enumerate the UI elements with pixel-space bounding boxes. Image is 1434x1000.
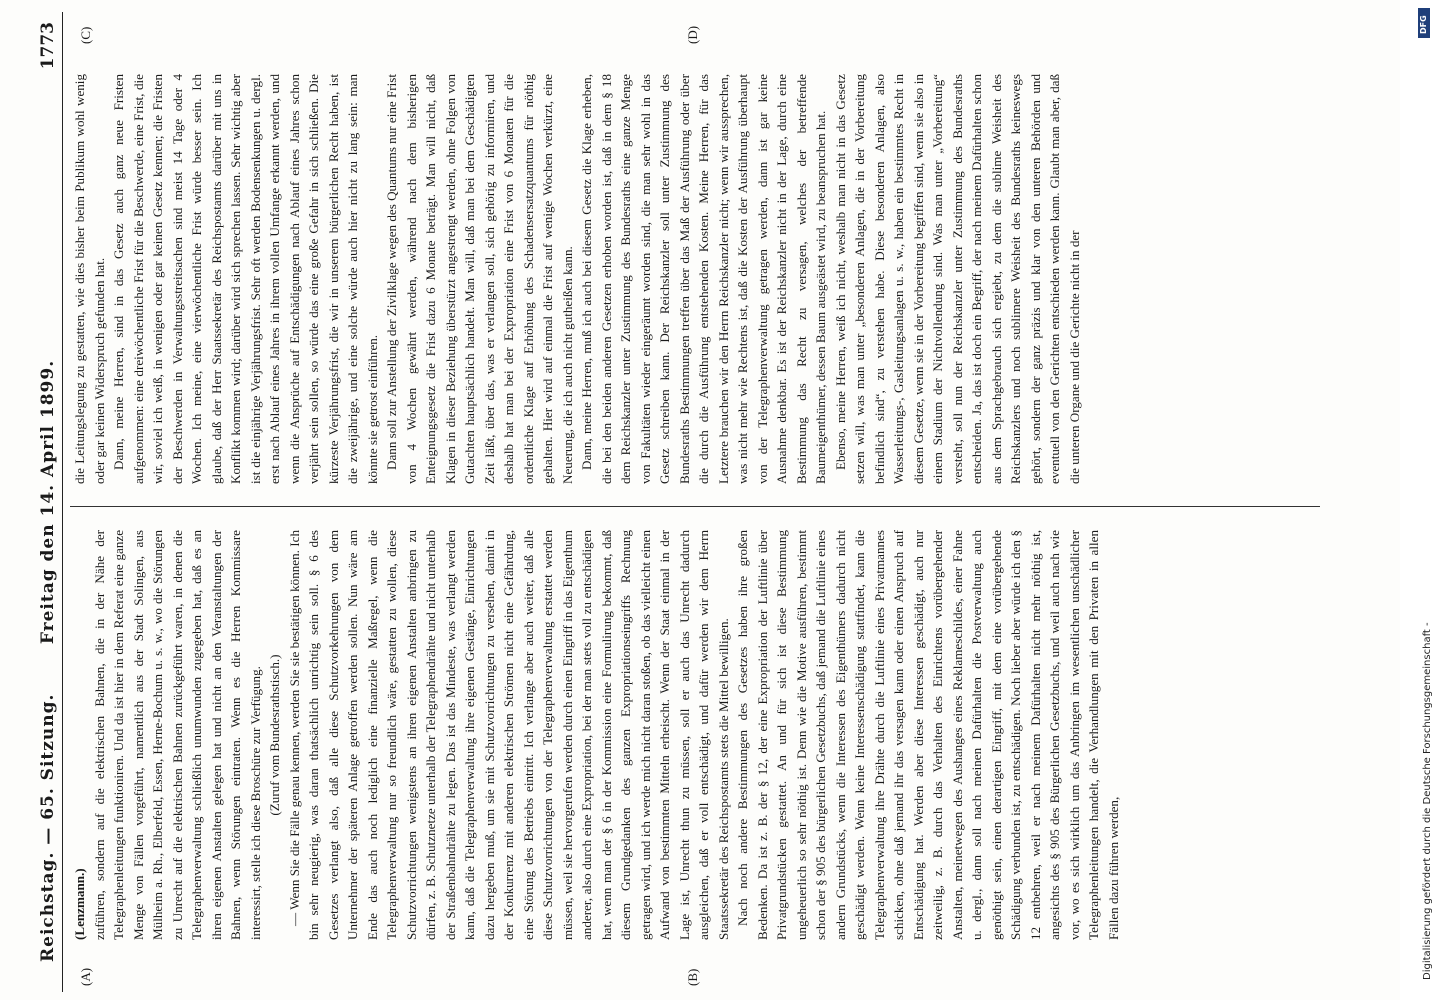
- margin-marker-a: (A): [78, 967, 93, 986]
- digitization-note-text: Digitalisierung gefördert durch die Deutsche Forschungsgemeinschaft -: [1422, 622, 1433, 980]
- paragraph: — Wenn Sie die Fälle genau kennen, werden Sie sie bestätigen können. Ich bin sehr neugierig, was daran thatsächlich unrichtig sein soll. § 6 des Gesetzes verlangt also, daß alle diese Schutzvorkehrungen von dem Unternehmer der späteren Anlage getroffen werden sollen. Nun wäre am Ende das auch noch lediglich eine finanzielle Maßregel, wenn die Telegraphenverwaltung nur so freundlich wäre, gestatten zu wollen, diese Schutzvorrichtungen wenigstens an ihren eigenen Anstalten anbringen zu dürfen, z. B. Schutznetze unterhalb der Telegraphendrähte und nicht unterhalb der Straßenbahndrähte zu legen. Das ist das Mindeste, was verlangt werden kann, daß die Telegraphenverwaltung ihre eigenen Gestänge, Einrichtungen dazu hergeben muß, um sie mit Schutzvorrichtungen zu versehen, damit in der Konkurrenz mit anderen elektrischen Strömen nicht eine Gefährdung, eine Störung des Betriebs eintritt. Ich verlange aber auch weiter, daß alle diese Schutzvorrichtungen von der Telegraphenverwaltung erstattet werden müssen, weil sie hervorgerufen werden durch einen Eingriff in das Eigenthum anderer, also durch eine Expropriation, bei der man stets voll zu entschädigen hat, wenn man der § 6 in der Kommission eine Formulirung bekommt, daß diesem Grundgedanken des ganzen Expropriationseingriffs Rechnung getragen wird, und ich werde mich nicht daran stoßen, ob das vielleicht einen Aufwand von bestimmten Mitteln erheischt. Wenn der Staat einmal in der Lage ist, Unrecht thun zu müssen, soll er auch das Unrecht dadurch ausgleichen, daß er voll entschädigt, und dafür werden wir dem Herrn Staatssekretär des Reichspostamts stets die Mittel bewilligen.: [286, 530, 731, 940]
- paragraph: die Leitungslegung zu gestatten, wie dies bisher beim Publikum wohl wenig oder gar keinen Widerspruch gefunden hat.: [72, 74, 107, 484]
- speaker-label: (Lenzmann.): [72, 868, 87, 940]
- paragraph: zuführen, sondern auf die elektrischen Bahnen, die in der Nähe der Telegraphenleitungen funktioniren. Und da ist hier in dem Referat eine ganze Menge von Fällen vorgeführt, namentlich aus der Stadt Solingen, aus Mülheim a. Rh., Elberfeld, Essen, Herne-Bochum u. s. w., wo die Störungen zu Unrecht auf die elektrischen Bahnen zurückgeführt waren, in denen die Telegraphenverwaltung schließlich unumwunden zugegeben hat, daß es an ihren eigenen Anstalten gelegen hat und nicht an den Veranstaltungen der Bahnen, wenn Störungen eintraten. Wenn es die Herren Kommissare interessirt, stelle ich diese Broschüre zur Verfügung.: [91, 530, 263, 940]
- paragraph: Ebenso, meine Herren, weiß ich nicht, weshalb man nicht in das Gesetz setzen will, was man unter „besonderen Anlagen, die in der Vorbereitung befindlich sind“, zu verstehen habe. Diese besonderen Anlagen, also Wasserleitungs-, Gasleitungsanlagen u. s. w., haben ein bestimmtes Recht in diesem Gesetze, wenn sie in der Vorbereitung begriffen sind, wenn sie also in einem Stadium der Nichtvollendung sind. Was man unter „Vorbereitung“ versteht, soll nun der Reichskanzler unter Zustimmung des Bundesraths entscheiden. Ja, das ist doch ein Begriff, der nach meinem Dafürhalten schon aus dem Sprachgebrauch sich ergiebt, zu dem die sublime Weisheit des Reichskanzlers und noch sublimere Weisheit des Bundesraths keineswegs gehört, sondern der ganz präzis und klar von den unteren Behörden und eventuell von den Gerichten entschieden werden kann. Glaubt man aber, daß die unteren Organe und die Gerichte nicht in der: [832, 74, 1082, 484]
- header-session: Reichstag. — 65. Sitzung.: [38, 693, 58, 962]
- paragraph: Dann, meine Herren, muß ich auch bei diesem Gesetz die Klage erheben, die bei den beiden anderen Gesetzen erhoben worden ist, daß in dem § 18 dem Reichskanzler unter Zustimmung des Bundesraths eine ganze Menge von Fakultäten wieder eingeräumt worden sind, die man sehr wohl in das Gesetz schreiben kann. Der Reichskanzler soll unter Zustimmung des Bundesraths Bestimmungen treffen über das Maß der Ausführung oder über die durch die Ausführung entstehenden Kosten. Meine Herren, für das Letztere brauchen wir den Herrn Reichskanzler nicht; wenn wir aussprechen, was nicht mehr wie Rechtens ist, daß die Kosten der Ausführung überhaupt von der Telegraphenverwaltung getragen werden, dann ist gar keine Ausnahme denkbar. Es ist der Reichskanzler nicht in der Lage, durch eine Bestimmung das Recht zu versagen, welches der betreffende Baumeigenthümer, dessen Baum ausgeästet wird, zu beanspruchen hat.: [579, 74, 828, 484]
- margin-marker-d: (D): [685, 25, 700, 44]
- right-column: [70, 74, 1320, 484]
- page-number: 1773: [38, 22, 58, 70]
- margin-marker-c: (C): [78, 26, 93, 44]
- paragraph: Nach noch andere Bestimmungen des Gesetzes haben ihre großen Bedenken. Da ist z. B. der § 12, der eine Expropriation der Luftlinie über Privatgrundstücken gestattet. An und für sich ist diese Bestimmung ungeheuerlich so sehr nöthig ist. Denn wie die Motive ausführen, bestimmt schon der § 905 des bürgerlichen Gesetzbuchs, daß jemand die Luftlinie eines andern Grundstücks, wenn die Interessen des Eigenthümers dadurch nicht geschädigt werden. Wenn keine Interessenschädigung stattfindet, kann die Telegraphenverwaltung ihre Drähte durch die Luftlinie eines Privatmannes schicken, ohne daß jemand ihr das versagen kann oder einen Anspruch auf Entschädigung hat. Werden aber diese Interessen geschädigt, auch nur zeitweilig, z. B. durch das Verhalten des Einrichtens vorübergehender Anstalten, meinetwegen des Aushanges eines Reklameschildes, einer Fahne u. dergl., dann soll nach meinen Dafürhalten die Postverwaltung auch genöthigt sein, einen derartigen Eingriff, mit dem eine vorübergehende Schädigung verbunden ist, zu entschädigen. Noch lieber aber würde ich den § 12 entbehren, weil er nach meinem Dafürhalten nicht mehr nöthig ist, angesichts des § 905 des Bürgerlichen Gesetzbuchs, und weil auch nach wie vor, wo es sich wirklich um das Anbringen im wesentlichen unschädlicher Telegraphenleitungen handelt, die Verhandlungen mit den Privaten in allen Fällen dazu führen werden,: [735, 530, 1121, 940]
- header-date: Freitag den 14. April 1899.: [38, 359, 58, 645]
- dfg-logo: DFG: [1418, 8, 1430, 38]
- paragraph: Dann, meine Herren, sind in das Gesetz auch ganz neue Fristen aufgenommen: eine dreiwöchentliche Frist für die Beschwerde, eine Frist, die wir, soviel ich weiß, in wenigen oder gar keinen Gesetz kennen; die Fristen der Beschwerden in Verwaltungsstreitsachen sind meist 14 Tage oder 4 Wochen. Ich meine, eine vierwöchentliche Frist würde besser sein. Ich glaube, daß der Herr Staatssekretär des Reichspostamts darüber mit uns in Konflikt kommen wird; darüber wird sich sprechen lassen. Sehr wichtig aber ist die einjährige Verjährungsfrist. Sehr oft werden Bodensenkungen u. dergl. erst nach Ablauf eines Jahres in ihrem vollen Umfange erkannt werden, und wenn die Ansprüche auf Entschädigungen nach Ablauf eines Jahres schon verjährt sein sollen, so würde das eine große Gefahr in sich schließen. Die kürzeste Verjährungsfrist, die wir in unserem bürgerlichen Recht haben, ist die zweijährige, und eine solche würde auch hier nicht zu lang sein: man könnte sie getrost einführen.: [111, 74, 380, 484]
- margin-marker-b: (B): [685, 968, 700, 986]
- paragraph: Dann soll zur Anstellung der Zivilklage wegen des Quantums nur eine Frist von 4 Wochen gewährt werden, während nach dem bisherigen Enteignungsgesetz die Frist dazu 6 Monate beträgt. Man will nicht, daß Klagen in dieser Beziehung überstürzt angestrengt werden, ohne Folgen von Gutachten hauptsächlich handelt. Man will, daß man bei dem Geschädigten Zeit läßt, über das, was er verlangen soll, sich gehörig zu informiren, und deshalb hat man bei der Expropriation eine Frist von 6 Monaten für die ordentliche Klage auf Erhöhung des Schadensersatzquantums für nöthig gehalten. Hier wird auf einmal die Frist auf wenige Wochen verkürzt, eine Neuerung, die ich auch nicht gutheißen kann.: [384, 74, 575, 484]
- digitization-note: [1412, 10, 1432, 990]
- left-column: [70, 530, 1320, 940]
- interjection: (Zuruf vom Bundesrathstisch.): [267, 654, 282, 816]
- column-divider: [70, 506, 1320, 507]
- page-header: [32, 12, 63, 992]
